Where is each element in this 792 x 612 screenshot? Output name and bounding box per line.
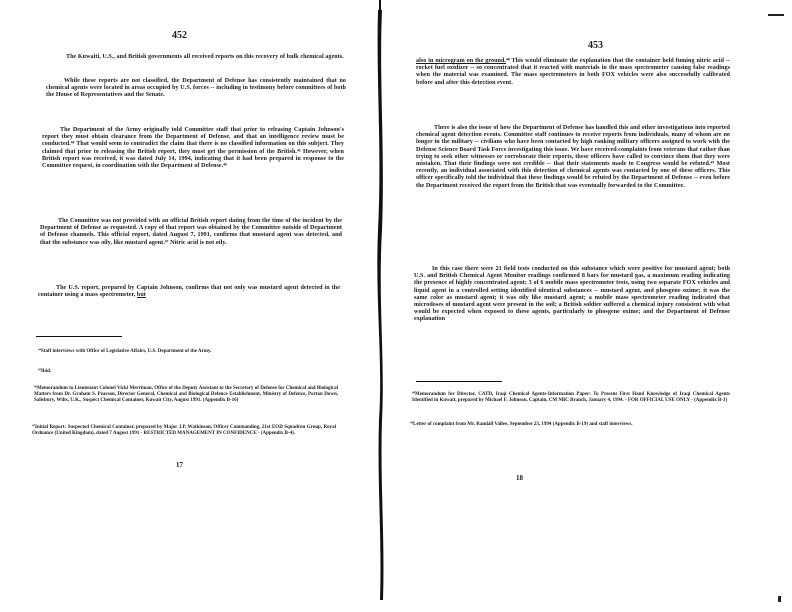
left-paragraph-3: The Department of the Army originally told Committee staff that prior to releasing Captain Johnson's report they must obtain clearance from the Department of Defense, and that an intelligence review must be conducted.⁴⁴ That would seem to contradict the claim that there is no classified information on this subject. They claimed that prior to releasing the British report, they must get the permission of the British.⁴⁵ However, when British report was received, it was dated July 14, 1994, indicating that it had been prepared in response to the Committee request, in coordination with the Department of Defense.⁴⁶	[42, 127, 344, 170]
left-paragraph-4: The Committee was not provided with an official British report dating from the time of the incident by the Department of Defense as requested. A copy of that report was obtained by the Committee outside of Department of Defense channels. This official report, dated August 7, 1991, confirms that mustard agent was detected, and that the substance was oily, like mustard agent.⁴⁷ Nitric acid is not oily.	[40, 218, 342, 246]
right-footnote-49: ⁴⁹Letter of complaint from Mr. Randall Vallee, September 23, 1994 (Appendix B-19) and staff interviews.	[410, 422, 633, 427]
left-footnote-45: ⁴⁵Ibid.	[38, 369, 52, 374]
right-footnote-rule	[416, 381, 502, 382]
right-page	[392, 0, 792, 612]
right-paragraph-1-underlined-lead: also in microgram on the ground.	[416, 58, 506, 64]
scan-mark	[768, 14, 784, 16]
left-page	[0, 0, 376, 612]
left-paragraph-5	[38, 285, 340, 299]
right-paragraph-1	[416, 58, 730, 87]
left-paragraph-2: While these reports are not classified, the Department of Defense has consistently maintained that no chemical agents were located in areas occupied by U.S. forces -- including in testimony before committees of both the House of Representatives and the Senate.	[46, 78, 346, 99]
right-footnote-48: ⁴⁸Memorandum for Director, CATD, Iraqi Chemical Agents-Information Paper: To Present First Hand Knowledge of Iraqi Chemical Agents Identified in Kuwait, prepared by Michael F. Johnson, Captain, CM NBC Branch, January 4, 1994. - FOR OFFICIAL USE ONLY - (Appendix B-3)	[412, 392, 730, 404]
scan-mark	[778, 596, 781, 602]
binding-shadow	[373, 0, 387, 612]
left-footnote-44: ⁴⁴Staff interviews with Office of Legislative Affairs, U.S. Department of the Army.	[38, 349, 212, 354]
left-paragraph-5-underlined-word: but	[136, 292, 146, 299]
left-page-number: 452	[172, 30, 187, 41]
right-paragraph-2: There is also the issue of how the Department of Defense has handled this and other investigations into reported chemical agent detection events. Committee staff continues to receive reports from individuals, many of whom are no longer in the military -- civilians who have been contacted by high ranking military officers assigned to work with the Defense Science Board Task Force investigating this issue. We have received complaints from veterans that rather than trying to seek other witnesses or corroborate their reports, these officers have called to convince them that they were mistaken. That their findings were not credible -- that their statements made to Congress would be refuted.⁴⁹ Most recently, an individual associated with this detection of chemical agents was contacted by one of these officers. This officer specifically told the individual that these findings would be refuted by the Department of Defense -- even before the Department received the report from the British that was eventually forwarded to the Committee.	[416, 125, 730, 189]
left-footnote-46: ⁴⁶Memorandum to Lieutenant Colonel Vicki Merriman, Office of the Deputy Assistant to the Secretary of Defense for Chemical and Biological Matters from Dr. Graham S. Pearson, Director General, Chemical and Biological Defence Establishment, Ministry of Defence, Porton Down, Salisbury, Wilts, U.K., Suspect Chemical Container, Kuwait City, August 1991. (Appendix B-16)	[34, 386, 338, 404]
left-page-footer-number: 17	[176, 461, 183, 469]
left-footnote-rule	[36, 336, 122, 337]
left-paragraph-5-text: The U.S. report, prepared by Captain Johnson, confirms that not only was mustard agent detected in the container using a mass spectrometer,	[38, 285, 340, 299]
left-paragraph-1: The Kuwaiti, U.S., and British governments all received reports on this recovery of bulk chemical agents.	[66, 54, 344, 60]
right-paragraph-1-text: ⁴⁸ This would eliminate the explanation that the container held fuming nitric acid -- rocket fuel oxidizer -- so concentrated that it reacted with materials in the mass spectrometer causing false readings when the material was examined. The mass spectrometers in both FOX vehicles were also successfully calibrated before and after this detection event.	[416, 58, 730, 86]
right-page-number: 453	[588, 40, 603, 51]
right-paragraph-3: In this case there were 21 field tests conducted on this substance which were positive for mustard agent; both U.S. and British Chemical Agent Monitor readings confirmed 8 bars for mustard gas, a maximum reading indicating the presence of highly concentrated agent; 3 of 6 mobile mass spectrometer tests, using two separate FOX vehicles and liquid agent in a controlled setting identified identical substances -- mustard agent, and phosgene oxime; it was the same color as mustard agent; it was oily like mustard agent; a mobile mass spectrometer reading indicated that microdoses of mustard agent were present in the soil; a British soldier suffered a chemical injury consistent with what would be expected when exposed to these agents, particularly to phosgene oxime; and the Department of Defense explanation	[414, 266, 730, 323]
left-footnote-47: ⁴⁷Initial Report: Suspected Chemical Container, prepared by Major J.P. Watkinson, Officer Commanding, 21st EOD Squadron Group, Royal Ordnance (United Kingdom), dated 7 August 1991 - RESTRICTED MANAGEMENT IN CONFIDENCE - (Appendix B-4).	[32, 425, 336, 437]
right-page-footer-number: 18	[516, 474, 523, 482]
